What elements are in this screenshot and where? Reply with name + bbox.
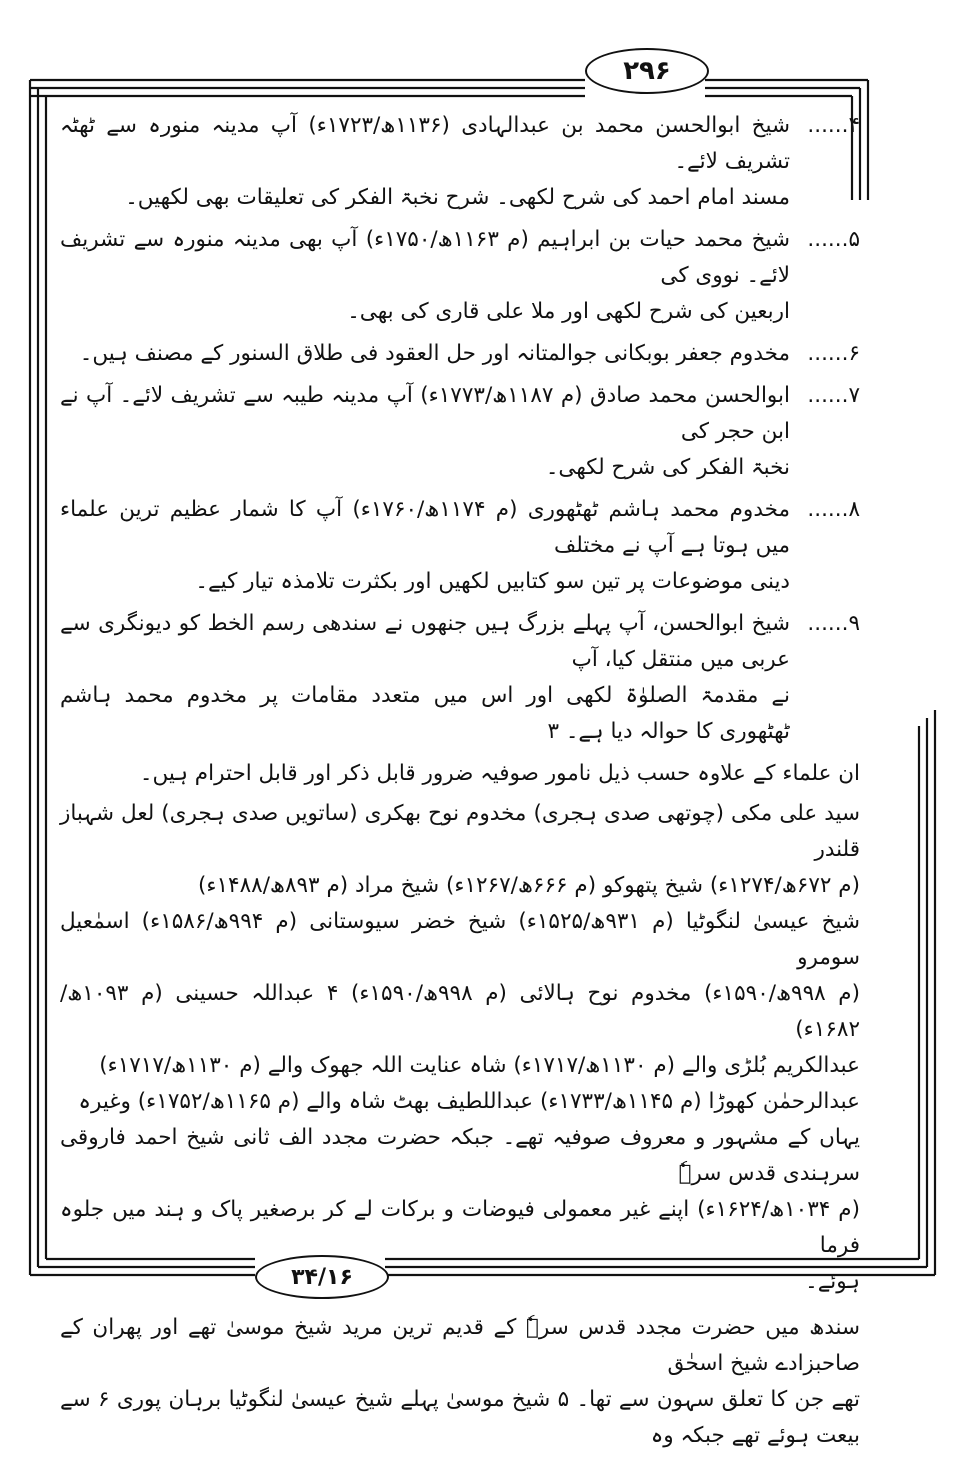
text-line: نے مقدمۃ الصلوٰۃ لکھی اور اس میں متعدد مقامات پر مخدوم محمد ہاشم ٹھٹھوری کا حوالہ دیا ہے۔ ۳ bbox=[60, 683, 790, 744]
item-text bbox=[60, 336, 790, 372]
text-line: ابوالحسن محمد صادق (م ۱۱۸۷ھ/۱۷۷۳ء) آپ مدینہ طیبہ سے تشریف لائے۔ آپ نے ابن حجر کی bbox=[60, 383, 790, 444]
text-line: نخبۃ الفکر کی شرح لکھی۔ bbox=[545, 455, 790, 480]
list-item bbox=[60, 606, 860, 750]
text-line: (م ۱۰۳۴ھ/۱۶۲۴ء) اپنے غیر معمولی فیوضات و برکات لے کر برصغیر پاک و ہند میں جلوہ فرما bbox=[60, 1197, 860, 1258]
text-line: یہاں کے مشہور و معروف صوفیہ تھے۔ جبکہ حضرت مجدد الف ثانی شیخ احمد فاروقی سرہندی قدس سرہٗ bbox=[60, 1125, 860, 1186]
text-line: دینی موضوعات پر تین سو کتابیں لکھیں اور بکثرت تلامذہ تیار کیے۔ bbox=[195, 569, 790, 594]
text-line: شیخ ابوالحسن محمد بن عبدالہادی (۱۱۳۶ھ/۱۷۲۳ء) آپ مدینہ منورہ سے ٹھٹہ تشریف لائے۔ bbox=[60, 113, 791, 174]
list-item bbox=[60, 492, 860, 600]
list-item bbox=[60, 222, 860, 330]
intro-line: ان علماء کے علاوہ حسب ذیل نامور صوفیہ ضرور قابل ذکر اور قابل احترام ہیں۔ bbox=[139, 761, 860, 786]
page-number: ۲۹۶ bbox=[623, 56, 671, 86]
text-line: (م ۶۷۲ھ/۱۲۷۴ء) شیخ پتھوکو (م ۶۶۶ھ/۱۲۶۷ء) شیخ مراد (م ۸۹۳ھ/۱۴۸۸ء) bbox=[197, 873, 860, 898]
sufi-paragraph bbox=[60, 796, 860, 1300]
list-item bbox=[60, 108, 860, 216]
page-number-badge bbox=[585, 48, 709, 94]
text-line: شیخ محمد حیات بن ابراہیم (م ۱۱۶۳ھ/۱۷۵۰ء) آپ بھی مدینہ منورہ سے تشریف لائے۔ نووی کی bbox=[60, 227, 790, 288]
item-number: ۸...... bbox=[807, 497, 860, 522]
item-text bbox=[60, 492, 790, 600]
text-line: سندھ میں حضرت مجدد قدس سرہٗ کے قدیم ترین مرید شیخ موسیٰ تھے اور پھران کے صاحبزادے شیخ اسحٰق bbox=[60, 1315, 860, 1376]
page-body bbox=[60, 108, 860, 1458]
text-line: عبدالکریم بُلڑی والے (م ۱۱۳۰ھ/۱۷۱۷ء) شاہ عنایت اللہ جھوک والے (م ۱۱۳۰ھ/۱۷۱۷ء) bbox=[99, 1053, 860, 1078]
text-line: (م ۹۹۸ھ/۱۵۹۰ء) مخدوم نوح ہالائی (م ۹۹۸ھ/۱۵۹۰ء) ۴ عبداللہ حسینی (م ۱۰۹۳ھ/۱۶۸۲ء) bbox=[60, 981, 860, 1042]
list-item bbox=[60, 336, 860, 372]
list-item bbox=[60, 378, 860, 486]
item-number: ۴...... bbox=[807, 113, 860, 138]
footer-code: ۳۴/۱۶ bbox=[291, 1264, 353, 1290]
text-line: عبدالرحمٰن کھوڑا (م ۱۱۴۵ھ/۱۷۳۳ء) عبداللطیف بھٹ شاہ والے (م ۱۱۶۵ھ/۱۷۵۲ء) وغیرہ bbox=[78, 1089, 860, 1114]
item-text bbox=[60, 606, 790, 750]
text-line: تھے جن کا تعلق سہون سے تھا۔ ۵ شیخ موسیٰ پہلے شیخ عیسیٰ لنگوٹیا برہان پوری ۶ سے بیعت ہوئے تھے جبکہ وہ bbox=[60, 1387, 861, 1448]
item-number: ۷...... bbox=[807, 383, 860, 408]
text-line: مخدوم محمد ہاشم ٹھٹھوری (م ۱۱۷۴ھ/۱۷۶۰ء) آپ کا شمار عظیم ترین علماء میں ہوتا ہے آپ نے مختلف bbox=[60, 497, 790, 558]
text-line: سید علی مکی (چوتھی صدی ہجری) مخدوم نوح بھکری (ساتویں صدی ہجری) لعل شہباز قلندر bbox=[60, 801, 860, 862]
text-line: مخدوم جعفر بوبکانی جوالمتانہ اور حل العقود فی طلاق السنور کے مصنف ہیں۔ bbox=[79, 341, 790, 366]
text-line: شیخ عیسیٰ لنگوٹیا (م ۹۳۱ھ/۱۵۲۵ء) شیخ خضر سیوستانی (م ۹۹۴ھ/۱۵۸۶ء) اسمٰعیل سومرو bbox=[60, 909, 860, 970]
item-number: ۹...... bbox=[807, 611, 860, 636]
item-text bbox=[60, 378, 790, 486]
footer-code-badge bbox=[255, 1255, 389, 1299]
text-line: شیخ ابوالحسن، آپ پہلے بزرگ ہیں جنھوں نے سندھی رسم الخط کو دیونگری سے عربی میں منتقل کیا، آپ bbox=[60, 611, 790, 672]
item-text bbox=[60, 222, 790, 330]
item-number: ۵...... bbox=[807, 227, 860, 252]
closing-paragraph bbox=[60, 1310, 860, 1454]
item-number: ۶...... bbox=[807, 341, 860, 366]
text-line: ہوئے۔ bbox=[805, 1269, 860, 1294]
text-line: اربعین کی شرح لکھی اور ملا علی قاری کی بھی۔ bbox=[347, 299, 790, 324]
item-text bbox=[60, 108, 790, 216]
text-line: مسند امام احمد کی شرح لکھی۔ شرح نخبۃ الفکر کی تعلیقات بھی لکھیں۔ bbox=[125, 185, 790, 210]
